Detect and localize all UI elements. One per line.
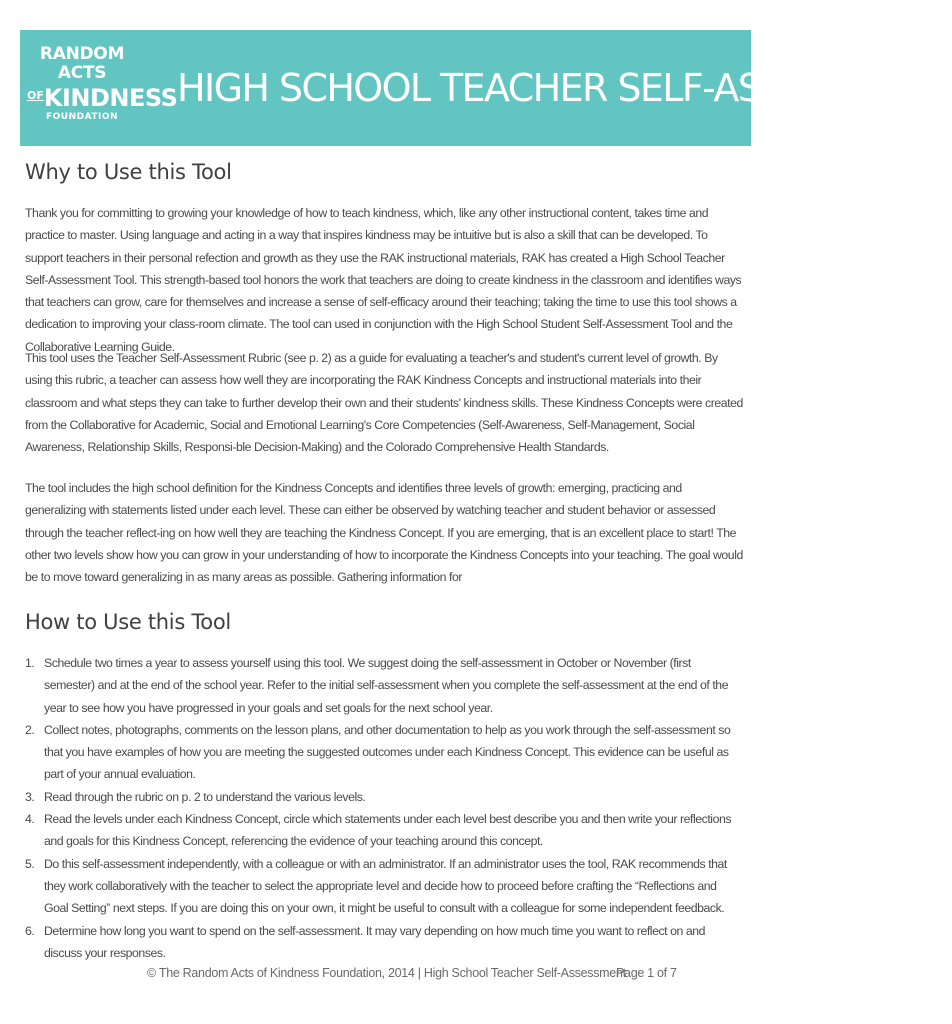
why-paragraph-3: The tool includes the high school definition for the Kindness Concepts and identifies three levels of growth: emerging, practicing and generalizing with statements listed under each level. These can either be observed by watching teacher and student behavior or assessed through the teacher reflect-ing on how well they are teaching the Kindness Concept. If you are emerging, that is an excellent place to start! The other two levels show how you can grow in your understanding of how to incorporate the Kindness Concepts into your teaching. The goal would be to move toward generalizing in as many areas as possible. Gathering information for bbox=[25, 481, 743, 585]
list-item-number: 6. bbox=[25, 923, 35, 938]
document-title: HIGH SCHOOL TEACHER SELF-ASSESSMENT bbox=[177, 66, 952, 110]
list-item-number: 4. bbox=[25, 812, 35, 827]
list-item-number: 3. bbox=[25, 789, 35, 804]
rak-logo bbox=[27, 44, 178, 123]
list-item-number: 1. bbox=[25, 656, 35, 670]
list-item bbox=[25, 786, 743, 808]
list-item bbox=[25, 853, 743, 920]
page-footer bbox=[0, 962, 768, 984]
list-item-number: 5. bbox=[25, 856, 35, 871]
how-heading: How to Use this Tool bbox=[25, 610, 231, 634]
list-item-text: Do this self-assessment independently, with a colleague or with an administrator. If an administrator uses the tool, RAK recommends that they work collaboratively with the teacher to select the appropriate level and decide how to proceed before crafting the “Reflections and Goal Setting” next steps. If you are doing this on your own, it might be useful to consult with a colleague for some independent feedback. bbox=[44, 856, 727, 916]
list-item bbox=[25, 808, 743, 853]
header-banner bbox=[20, 30, 952, 146]
logo-line-3: FOUNDATION bbox=[45, 112, 119, 122]
list-item-text: Schedule two times a year to assess yourself using this tool. We suggest doing the self-assessment in October or November (first semester) and at the end of the school year. Refer to the initial self-assessment when you complete the self-assessment at the end of the year to see how you have progressed in your goals and set goals for the next school year. bbox=[44, 656, 729, 715]
list-item-text: Read the levels under each Kindness Concept, circle which statements under each level best describe you and then write your reflections and goals for this Kindness Concept, referencing the evidence of your teaching around this concept. bbox=[44, 812, 732, 849]
list-item-number: 2. bbox=[25, 722, 35, 737]
why-heading: Why to Use this Tool bbox=[25, 160, 232, 184]
how-steps-list bbox=[25, 652, 743, 964]
logo-kindness: KINDNESS bbox=[43, 84, 178, 112]
logo-line-2 bbox=[27, 83, 178, 112]
logo-line-1: RANDOM ACTS bbox=[39, 44, 125, 83]
footer-copyright: © The Random Acts of Kindness Foundation, 2014 | High School Teacher Self-Assessment bbox=[147, 966, 626, 980]
list-item bbox=[25, 920, 743, 965]
page-number: Page 1 of 7 bbox=[616, 966, 677, 980]
why-paragraph-2: This tool uses the Teacher Self-Assessment Rubric (see p. 2) as a guide for evaluating a teacher's and student's current level of growth. By using this rubric, a teacher can assess how well they are incorporating the RAK Kindness Concepts and instructional materials into their classroom and what steps they can take to further develop their own and their students' kindness skills. These Kindness Concepts were created from the Collaborative for Academic, Social and Emotional Learning's Core Competencies (Self-Awareness, Self-Management, Social Awareness, Relationship Skills, Responsi-ble Decision-Making) and the Colorado Comprehensive Health Standards. bbox=[25, 351, 743, 455]
list-item-text: Determine how long you want to spend on the self-assessment. It may vary depending on how much time you want to reflect on and discuss your responses. bbox=[44, 923, 706, 960]
list-item bbox=[25, 719, 743, 786]
list-item-text: Collect notes, photographs, comments on the lesson plans, and other documentation to help as you work through the self-assessment so that you have examples of how you are meeting the suggested outcomes under each Kindness Concept. This evidence can be useful as part of your annual evaluation. bbox=[44, 722, 731, 782]
list-item-text: Read through the rubric on p. 2 to understand the various levels. bbox=[44, 789, 366, 804]
why-paragraph-1: Thank you for committing to growing your knowledge of how to teach kindness, which, like any other instructional content, takes time and practice to master. Using language and acting in a way that inspires kindness may be intuitive but is also a skill that can be developed. To support teachers in their personal refection and growth as they use the RAK instructional materials, RAK has created a High School Teacher Self-Assessment Tool. This strength-based tool honors the work that teachers are doing to create kindness in the classroom and identifies ways that teachers can grow, care for themselves and increase a sense of self-efficacy around their teaching; taking the time to use this tool shows a dedication to improving your class-room climate. The tool can used in conjunction with the High School Student Self-Assessment Tool and the Collaborative Learning Guide. bbox=[25, 206, 742, 354]
list-item bbox=[25, 652, 743, 719]
logo-of: OF bbox=[27, 89, 44, 102]
